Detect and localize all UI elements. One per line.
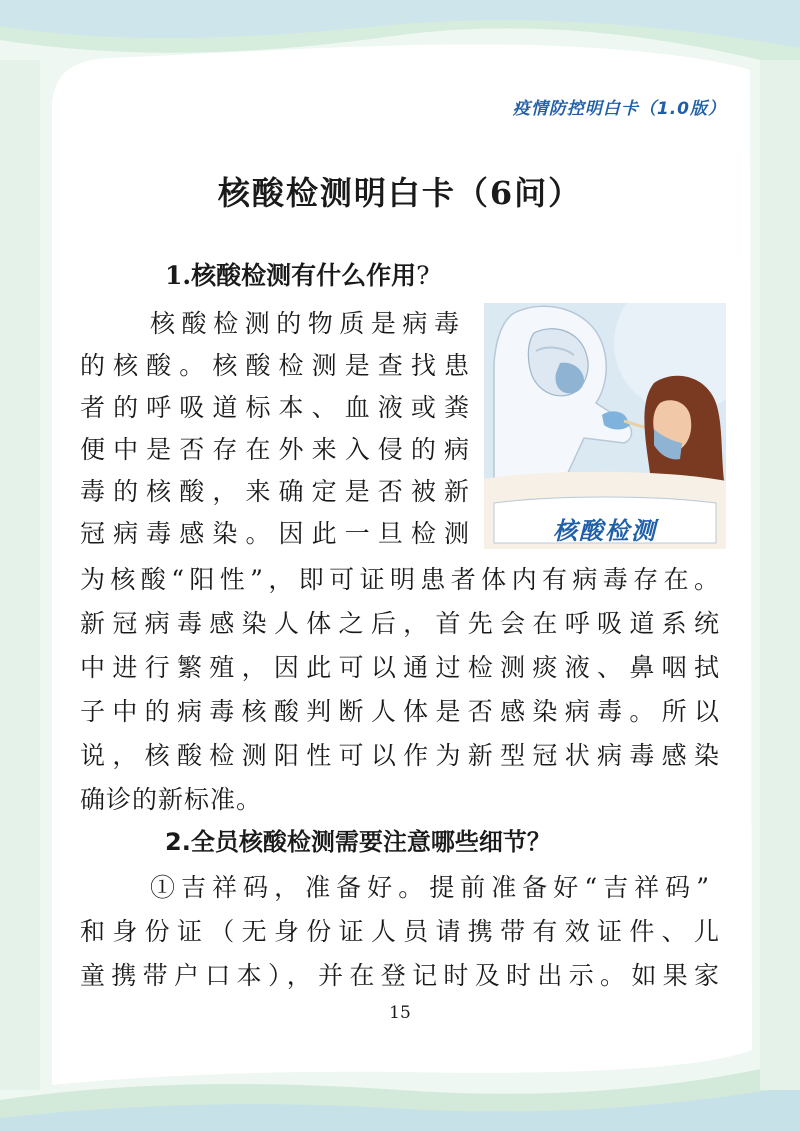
q1-line-4: 便中是否存在外来入侵的病: [80, 435, 470, 464]
q1-line-1: 核酸检测的物质是病毒: [150, 309, 460, 338]
illustration-caption: 核酸检测: [553, 517, 657, 545]
q1-line-6: 冠病毒感染。因此一旦检测: [80, 519, 470, 548]
q1-line-12: 确诊的新标准。: [80, 785, 263, 814]
q1-line-5: 毒的核酸，来确定是否被新: [80, 477, 470, 506]
question-1-heading: [165, 256, 430, 292]
q1-line-8: 新冠病毒感染人体之后，首先会在呼吸道系统: [80, 609, 720, 638]
page-number: 15: [389, 1003, 411, 1023]
q1-line-2: 的核酸。核酸检测是查找患: [80, 351, 470, 380]
q1-line-3: 者的呼吸道标本、血液或粪: [80, 393, 470, 422]
question-1-heading-text: 1.核酸检测有什么作用: [165, 261, 417, 290]
q2-line-1: ①吉祥码，准备好。提前准备好“吉祥码”: [150, 873, 710, 902]
q1-line-9: 中进行繁殖，因此可以通过检测痰液、鼻咽拭: [80, 653, 720, 682]
q2-line-3: 童携带户口本），并在登记时及时出示。如果家: [80, 961, 720, 990]
page-title: 核酸检测明白卡（6问）: [217, 174, 583, 212]
nucleic-acid-test-illustration: [484, 303, 726, 549]
running-head: 疫情防控明白卡（1.0版）: [512, 99, 726, 119]
q1-line-7: 为核酸“阳性”，即可证明患者体内有病毒存在。: [80, 565, 720, 594]
question-mark: ?: [416, 261, 430, 290]
q1-line-11: 说，核酸检测阳性可以作为新型冠状病毒感染: [80, 741, 720, 770]
q2-line-2: 和身份证（无身份证人员请携带有效证件、儿: [80, 917, 720, 946]
q1-line-10: 子中的病毒核酸判断人体是否感染病毒。所以: [80, 697, 720, 726]
question-2-heading: 2.全员核酸检测需要注意哪些细节？: [165, 828, 551, 856]
